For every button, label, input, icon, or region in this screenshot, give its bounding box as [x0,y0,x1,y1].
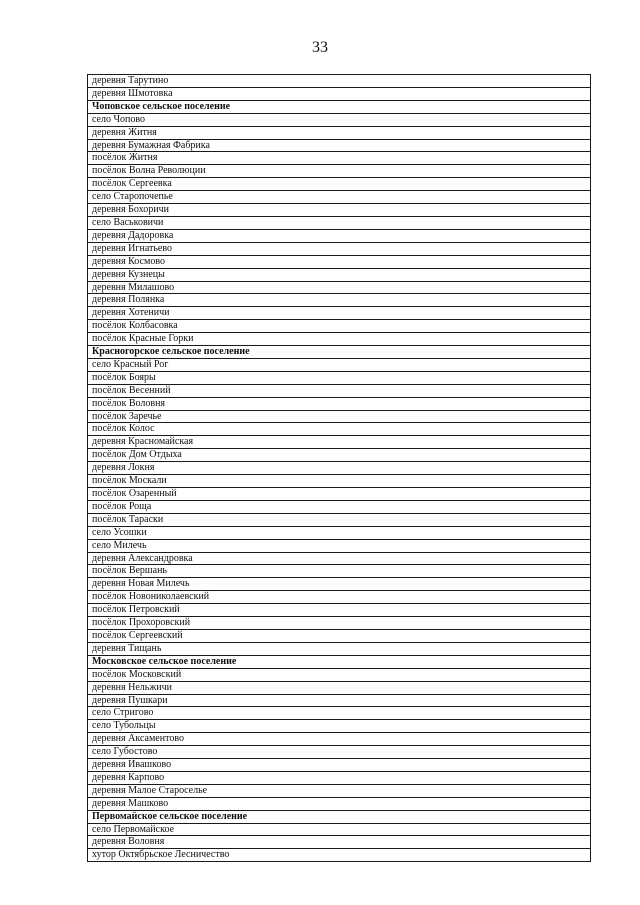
settlement-name-cell: посёлок Сергеевка [88,178,591,191]
settlement-row [88,707,591,720]
section-header-cell: Московское сельское поселение [88,655,591,668]
settlement-name-cell: деревня Бохоричи [88,204,591,217]
settlement-row [88,694,591,707]
section-header-cell: Первомайское сельское поселение [88,810,591,823]
settlement-name-cell: село Тубольцы [88,720,591,733]
settlement-name-cell: село Васьковичи [88,216,591,229]
section-header-cell: Чоповское сельское поселение [88,100,591,113]
settlement-name-cell: деревня Локня [88,462,591,475]
section-header-row [88,655,591,668]
settlement-name-cell: деревня Карпово [88,771,591,784]
settlement-row [88,836,591,849]
settlement-name-cell: село Первомайское [88,823,591,836]
settlement-name-cell: село Чопово [88,113,591,126]
settlement-row [88,475,591,488]
settlement-name-cell: деревня Тарутино [88,75,591,88]
settlement-row [88,771,591,784]
settlement-row [88,268,591,281]
page-number: 33 [312,39,328,56]
settlement-name-cell: посёлок Роща [88,500,591,513]
settlement-name-cell: деревня Новая Милечь [88,578,591,591]
settlement-name-cell: село Красный Рог [88,358,591,371]
settlement-name-cell: деревня Малое Старoселье [88,784,591,797]
settlement-name-cell: деревня Воловня [88,836,591,849]
settlement-row [88,759,591,772]
settlement-name-cell: посёлок Житня [88,152,591,165]
settlement-name-cell: село Стригово [88,707,591,720]
settlement-name-cell: деревня Житня [88,126,591,139]
settlement-row [88,604,591,617]
settlement-name-cell: хутор Октябрьское Лесничество [88,849,591,862]
settlement-row [88,539,591,552]
settlements-table [87,74,591,862]
settlement-name-cell: деревня Ивашково [88,759,591,772]
settlement-row [88,320,591,333]
settlement-name-cell: посёлок Новониколаевский [88,591,591,604]
settlement-name-cell: деревня Александровка [88,552,591,565]
settlement-name-cell: деревня Тищань [88,642,591,655]
settlement-name-cell: посёлок Московский [88,668,591,681]
settlement-name-cell: село Усошки [88,526,591,539]
settlement-row [88,410,591,423]
settlement-row [88,87,591,100]
section-header-row [88,810,591,823]
settlement-name-cell: деревня Шмотовка [88,87,591,100]
settlement-row [88,681,591,694]
settlement-name-cell: посёлок Прохоровский [88,617,591,630]
settlement-row [88,823,591,836]
settlement-name-cell: село Старопочепье [88,191,591,204]
settlement-name-cell: деревня Красномайская [88,436,591,449]
settlement-row [88,139,591,152]
settlement-row [88,720,591,733]
settlement-name-cell: деревня Космово [88,255,591,268]
settlement-row [88,797,591,810]
settlement-row [88,294,591,307]
settlement-row [88,242,591,255]
settlement-name-cell: посёлок Волна Революции [88,165,591,178]
settlement-name-cell: посёлок Воловня [88,397,591,410]
settlement-name-cell: деревня Игнатьево [88,242,591,255]
settlement-name-cell: посёлок Петровский [88,604,591,617]
settlements-table-body [88,75,591,862]
settlement-row [88,746,591,759]
settlement-name-cell: посёлок Заречье [88,410,591,423]
settlement-row [88,500,591,513]
settlement-row [88,191,591,204]
section-header-row [88,346,591,359]
settlement-name-cell: посёлок Красные Горки [88,333,591,346]
section-header-cell: Красногорское сельское поселение [88,346,591,359]
settlement-name-cell: деревня Дадоровка [88,229,591,242]
settlement-row [88,668,591,681]
settlement-row [88,629,591,642]
settlement-name-cell: посёлок Колбасовка [88,320,591,333]
settlement-row [88,784,591,797]
settlement-row [88,126,591,139]
settlement-name-cell: деревня Кузнецы [88,268,591,281]
settlement-row [88,165,591,178]
settlement-row [88,307,591,320]
settlement-row [88,75,591,88]
settlement-name-cell: посёлок Сергеевский [88,629,591,642]
settlement-row [88,397,591,410]
settlement-name-cell: деревня Машково [88,797,591,810]
settlement-row [88,513,591,526]
settlement-name-cell: деревня Аксаментово [88,733,591,746]
settlement-row [88,333,591,346]
settlement-row [88,488,591,501]
settlement-row [88,358,591,371]
settlement-row [88,591,591,604]
settlement-row [88,526,591,539]
settlement-name-cell: посёлок Колос [88,423,591,436]
settlement-name-cell: деревня Пушкари [88,694,591,707]
settlement-row [88,229,591,242]
settlement-name-cell: посёлок Вершань [88,565,591,578]
settlement-name-cell: деревня Полянка [88,294,591,307]
settlement-row [88,152,591,165]
section-header-row [88,100,591,113]
settlement-row [88,423,591,436]
settlement-name-cell: село Губостово [88,746,591,759]
settlement-row [88,578,591,591]
settlement-name-cell: посёлок Дом Отдыха [88,449,591,462]
settlement-name-cell: посёлок Озаренный [88,488,591,501]
settlement-row [88,255,591,268]
settlement-row [88,617,591,630]
settlement-row [88,642,591,655]
settlement-row [88,281,591,294]
settlement-row [88,462,591,475]
settlement-row [88,849,591,862]
settlement-row [88,733,591,746]
settlement-row [88,204,591,217]
settlement-name-cell: посёлок Тараски [88,513,591,526]
settlement-name-cell: посёлок Москали [88,475,591,488]
settlement-name-cell: село Милечь [88,539,591,552]
settlement-row [88,113,591,126]
settlement-name-cell: деревня Милашово [88,281,591,294]
settlement-name-cell: деревня Бумажная Фабрика [88,139,591,152]
settlement-row [88,449,591,462]
settlement-row [88,371,591,384]
settlement-row [88,436,591,449]
settlement-name-cell: посёлок Весенний [88,384,591,397]
settlement-row [88,384,591,397]
settlement-name-cell: деревня Нельжичи [88,681,591,694]
settlement-row [88,552,591,565]
settlement-name-cell: деревня Хотеничи [88,307,591,320]
settlement-row [88,178,591,191]
settlement-row [88,216,591,229]
settlement-name-cell: посёлок Бояры [88,371,591,384]
settlement-row [88,565,591,578]
